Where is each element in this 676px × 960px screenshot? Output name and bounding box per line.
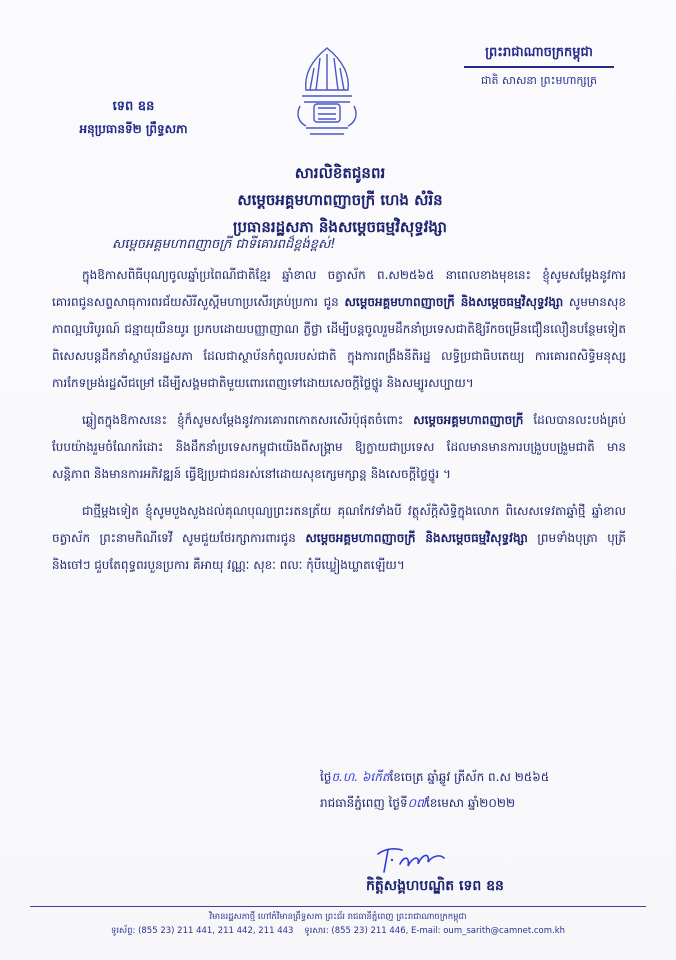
- sender-name: ទេព ឧន: [112, 99, 155, 114]
- national-motto: ជាតិ សាសនា ព្រះមហាក្សត្រ: [481, 74, 597, 87]
- letter-body: [52, 262, 626, 585]
- paragraph-1-text-c: សូមមានសុខភាពល្អបរិបូរណ៍ ជន្មាយុយឺនយូរ ប្រកបដោយបញ្ញាញាណ ភ្លឺថ្លា ដើម្បីបន្តចូលរួមដឹកនាំប្រទេសជាតិឱ្យរីកចម្រើនជឿនលឿនបន្ថែមទៀត ពិសេសបន្តដឹកនាំស្ថាប័នរដ្ឋសភា ដែលជាស្ថាប័នកំពូលរបស់ជាតិ ក្នុងការពង្រឹងនីតិរដ្ឋ លទ្ធិប្រជាធិបតេយ្យ ការគោរពសិទ្ធិមនុស្ស ការកែទម្រង់រដ្ឋសីជម្រៅ ដើម្បីសង្គមជាតិមួយពោរពេញទៅដោយសេចក្តីថ្លៃថ្នូរ និងសម្បូរសប្បាយ។: [52, 295, 626, 390]
- solar-date-prefix: រាជធានីភ្នំពេញ ថ្ងៃទី: [320, 796, 408, 810]
- paragraph-1-honoree: សម្តេចអគ្គមហាពញាចក្រី និងសម្តេចធម្មវិសុទ្ធវង្សា: [344, 295, 564, 309]
- title-line-3: ប្រធានរដ្ឋសភា និងសម្តេចធម្មវិសុទ្ធវង្សា: [233, 218, 447, 236]
- title-line-2: សម្តេចអគ្គមហាពញាចក្រី ហេង សំរិន: [237, 191, 443, 209]
- handwritten-signature-icon: [372, 842, 452, 878]
- paragraph-2-text-c: ដែលបានលះបង់គ្រប់បែបយ៉ាងរួមចំណែករំដោះ និងដឹកនាំប្រទេសកម្ពុជាយើងពីសង្គ្រាម ឱ្យក្លាយជាប្រទេស ដែលមានមានការបង្រួបបង្រួមជាតិ មានសន្តិភាព និងមានការអភិវឌ្ឍន៍ ធ្វើឱ្យប្រជាជនរស់នៅដោយសុខក្សេមក្សាន្ត និងសេចក្តីថ្លៃថ្នូរ ។: [52, 413, 626, 481]
- kingdom-header: [464, 44, 614, 90]
- paragraph-2-text-a: ឆ្លៀតក្នុងឱកាសនេះ ខ្ញុំក៏សូមសម្តែងនូវការគោរពកោតសរសើរប៉ុផុតចំពោះ: [82, 413, 404, 427]
- lunar-date: [320, 764, 549, 790]
- footer-divider: [30, 906, 646, 907]
- footer-contacts: [20, 924, 656, 938]
- letter-title: [120, 160, 560, 241]
- paragraph-3: [52, 498, 626, 579]
- lunar-date-suffix: ខែចេត្រ ឆ្នាំឆ្លូវ ត្រីស័ក ព.ស ២៥៦៥: [389, 770, 550, 784]
- dateline: [320, 764, 549, 816]
- footer-fax-email: ទូរសារ: (855 23) 211 446, E-mail: oum_sarith@camnet.com.kh: [304, 926, 566, 936]
- paragraph-1: [52, 262, 626, 397]
- signer-name: កិត្តិសង្គហបណ្ឌិត ទេព ឧន: [366, 878, 504, 894]
- salutation: សម្តេចអគ្គមហាពញាចក្រី ជាទីគោរពដ៏ខ្ពង់ខ្ពស់!: [112, 237, 336, 252]
- solar-date: [320, 790, 549, 816]
- footer-phone: ទូរស័ព្ទ: (855 23) 211 441, 211 442, 211 443: [110, 926, 294, 936]
- paragraph-2-honoree: សម្តេចអគ្គមហាពញាចក្រី: [413, 413, 524, 427]
- title-line-1: សារលិខិតជូនពរ: [294, 164, 386, 182]
- footer-address: វិមានរដ្ឋសភាថ្មី ហៅកំវិមានព្រឹទ្ធសភា ព្រះជ័រ រាជធានីភ្នំពេញ ព្រះរាជាណាចក្រកម្ពុជា: [209, 912, 467, 922]
- solar-date-handwritten: ០៧: [407, 796, 426, 810]
- paragraph-3-text-c: ព្រមទាំងបុត្រា បុត្រី និងចៅៗ ជួបតែពុទ្ធពរបួនប្រការ គឺអាយុ វណ្ណៈ សុខៈ ពលៈ កុំបីឃ្លៀងឃ្លាតឡើយ។: [52, 531, 626, 572]
- paragraph-3-honoree: សម្តេចអគ្គមហាពញាចក្រី និងសម្តេចធម្មវិសុទ្ធវង្សា: [305, 531, 528, 545]
- solar-date-suffix: ខែមេសា ឆ្នាំ២០២២: [425, 796, 516, 810]
- lunar-date-handwritten: ច.ហ. ៦កើត: [331, 770, 390, 784]
- sender-role: អនុប្រធានទី២ ព្រឹទ្ធសភា: [79, 122, 188, 136]
- paragraph-1-text-a: ក្នុងឱកាសពិធីបុណ្យចូលឆ្នាំប្រពៃណីជាតិខ្មែរ ឆ្នាំខាល ចត្វាស័ក ព.ស២៥៦៥ នាពេលខាងមុខនេះ ខ្ញុំសូមសម្តែងនូវការគោរពជូនសព្ទសាធុការពរជ័យសិរីសួស្តីមហាប្រសើរគ្រប់ប្រការ ជូន: [52, 268, 626, 309]
- lunar-date-prefix: ថ្ងៃ: [320, 770, 332, 784]
- paragraph-2: [52, 407, 626, 488]
- paragraph-3-text-a: ជាថ្មីម្តងទៀត ខ្ញុំសូមបួងសួងដល់គុណបុណ្យព្រះរតនត្រ័យ គុណកែវទាំងបី វត្ថុស័ក្តិសិទ្ធិក្នុងលោក ពិសេសទេវតាឆ្នាំថ្មី ឆ្នាំខាល ចត្វាស័ក ព្រះនាមកិណីទេវី សូមជួយថែរក្សាការពារជូន: [52, 504, 626, 545]
- sender-header: [46, 98, 221, 139]
- kingdom-title: ព្រះរាជាណាចក្រកម្ពុជា: [464, 44, 614, 68]
- senate-emblem-icon: [292, 44, 362, 140]
- letterhead-footer: [20, 910, 656, 938]
